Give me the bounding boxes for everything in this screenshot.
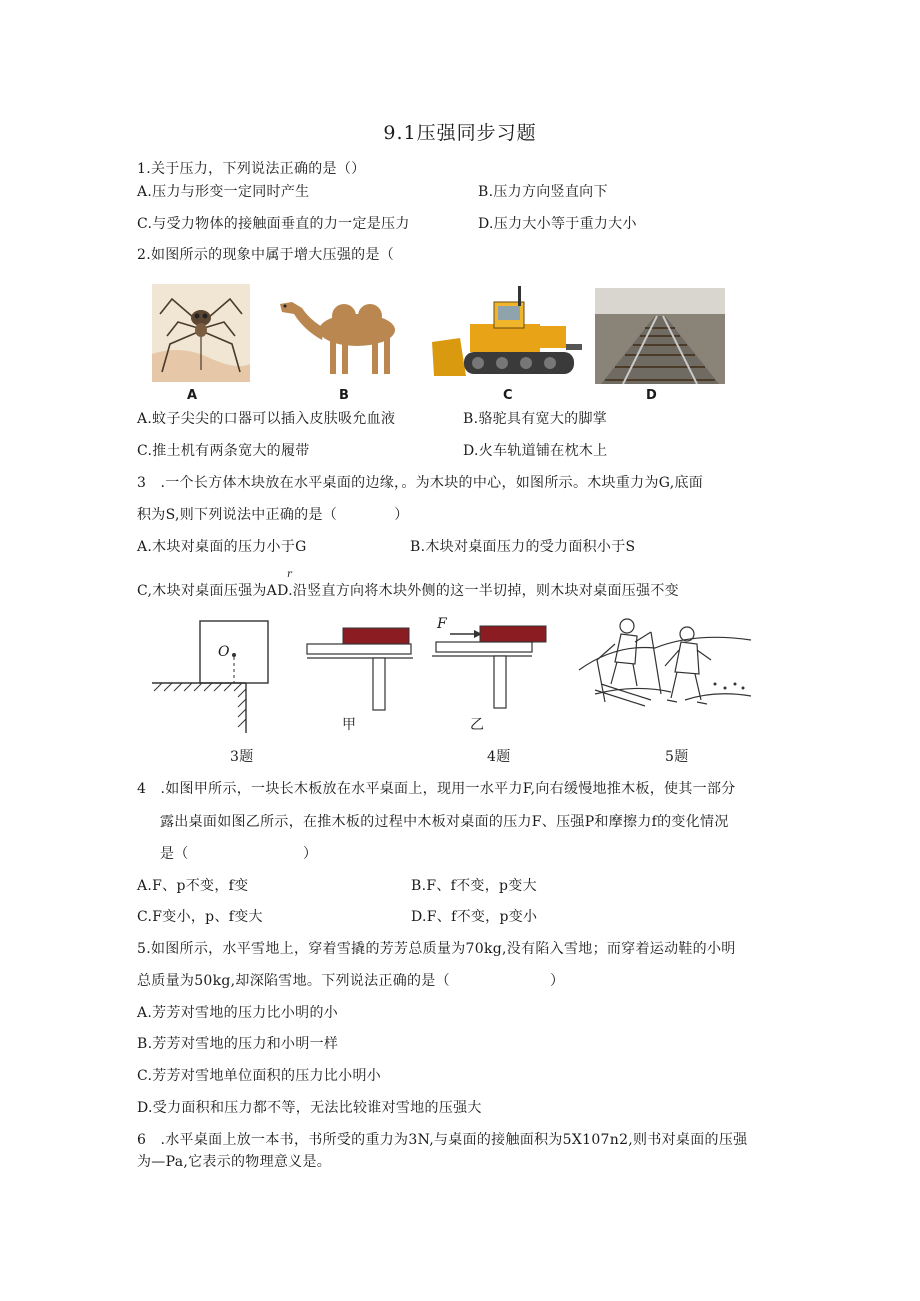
q2-label-b: B: [339, 388, 349, 403]
camel-image: [272, 290, 412, 380]
q2-option-b: B.骆驼具有宽大的脚掌: [463, 411, 608, 427]
q2-stem: 2.如图所示的现象中属于增大压强的是（: [137, 247, 395, 263]
q1-option-a: A.压力与形变一定同时产生: [137, 184, 310, 200]
figure-4-yi-label: 乙: [470, 717, 484, 733]
q1-option-d: D.压力大小等于重力大小: [478, 216, 637, 232]
q2-option-d: D.火车轨道铺在枕木上: [463, 443, 608, 459]
q2-label-c: C: [503, 388, 513, 403]
q2-label-d: D: [646, 388, 657, 403]
figure-4-jia: [305, 626, 415, 712]
q4-stem-line2: 露出桌面如图乙所示，在推木板的过程中木板对桌面的压力F、压强P和摩擦力f的变化情况: [160, 814, 729, 830]
q3-mark: r: [287, 569, 293, 580]
q5-option-a: A.芳芳对雪地的压力比小明的小: [137, 1005, 339, 1021]
q1-option-c: C.与受力物体的接触面垂直的力一定是压力: [137, 216, 410, 232]
q5-option-b: B.芳芳对雪地的压力和小明一样: [137, 1036, 339, 1052]
q3-option-c-d: C,木块对桌面压强为AD.沿竖直方向将木块外侧的这一半切掉，则木块对桌面压强不变: [137, 583, 679, 599]
railway-image: [595, 288, 725, 384]
q4-option-a: A.F、p不变，f变: [137, 878, 249, 894]
q4-stem-line3: 是（ ）: [160, 846, 318, 862]
q5-option-c: C.芳芳对雪地单位面积的压力比小明小: [137, 1068, 382, 1084]
q3-option-a: A.木块对桌面的压力小于G: [137, 539, 307, 555]
bulldozer-image: [430, 284, 586, 382]
q2-option-a: A.蚊子尖尖的口器可以插入皮肤吸允血液: [137, 411, 396, 427]
mosquito-image: [152, 284, 250, 382]
q2-option-c: C.推土机有两条宽大的履带: [137, 443, 310, 459]
q5-option-d: D.受力面积和压力都不等，无法比较谁对雪地的压强大: [137, 1100, 482, 1116]
q4-option-b: B.F、f不变，p变大: [411, 878, 537, 894]
q5-stem-line1: 5.如图所示，水平雪地上，穿着雪撬的芳芳总质量为70kg,没有陷入雪地；而穿着运动鞋的小明: [137, 941, 736, 957]
figure-3-o-label: O: [218, 644, 230, 660]
q3-stem-line1: 3 .一个长方体木块放在水平桌面的边缘，。为木块的中心，如图所示。木块重力为G,底面: [137, 475, 704, 491]
q5-stem-line2: 总质量为50kg,却深陷雪地。下列说法正确的是（ ）: [137, 973, 565, 989]
q6-stem-line2: 为—Pa,它表示的物理意义是。: [137, 1154, 332, 1170]
q2-label-a: A: [187, 388, 198, 403]
page-title: 9.1压强同步习题: [383, 122, 537, 144]
q1-option-b: B.压力方向竖直向下: [478, 184, 608, 200]
figure-4-jia-label: 甲: [342, 717, 356, 733]
q6-stem-line1: 6 .水平桌面上放一本书，书所受的重力为3N,与桌面的接触面积为5X107n2,则书对桌面的压强: [137, 1132, 748, 1148]
q4-stem-line1: 4 .如图甲所示，一块长木板放在水平桌面上，现用一水平力F,向右缓慢地推木板，使其一部分: [137, 781, 736, 797]
q3-option-b: B.木块对桌面压力的受力面积小于S: [410, 539, 636, 555]
figure-5-caption: 5题: [665, 749, 689, 765]
figure-4-caption: 4题: [487, 749, 511, 765]
figure-4-yi: [430, 620, 555, 712]
figure-5-skiers: [575, 614, 755, 714]
q1-stem: 1.关于压力，下列说法正确的是（）: [137, 161, 366, 177]
q4-option-c: C.F变小，p、f变大: [137, 909, 263, 925]
figure-3-block: [150, 615, 275, 735]
figure-4-f-label: F: [437, 616, 447, 632]
q4-option-d: D.F、f不变，p变小: [411, 909, 538, 925]
q3-stem-line2: 积为S,则下列说法中正确的是（ ）: [137, 507, 409, 523]
figure-3-caption: 3题: [230, 749, 254, 765]
